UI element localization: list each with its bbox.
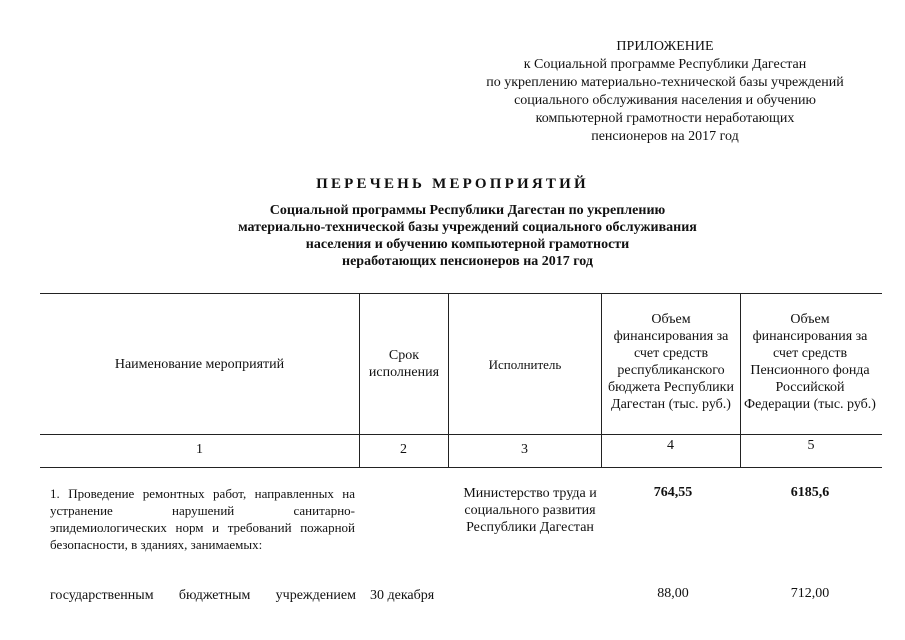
header-pension-fund: Объем финансирования за счет средств Пенсионного фонда Российской Федерации (тыс. руб.) bbox=[744, 312, 876, 412]
table-row-term: 30 декабря bbox=[370, 588, 435, 603]
subtitle-line: неработающих пенсионеров на 2017 год bbox=[342, 254, 593, 269]
appendix-line: к Социальной программе Республики Дагестан bbox=[523, 57, 807, 72]
column-number: 3 bbox=[521, 442, 528, 457]
table-header-divider bbox=[40, 434, 882, 435]
column-number: 2 bbox=[400, 442, 407, 457]
subtitle-line: Социальной программы Республики Дагестан по укреплению bbox=[269, 203, 666, 218]
appendix-line: пенсионеров на 2017 год bbox=[591, 129, 739, 144]
appendix-line: социального обслуживания населения и обучению bbox=[514, 93, 816, 108]
subtitle-line: материально-технической базы учреждений социального обслуживания bbox=[238, 220, 697, 235]
table-row-name: 1. Проведение ремонтных работ, направленных на устранение нарушений санитарно-эпидемиологических норм и требований пожарной безопасности, в зданиях, занимаемых: bbox=[50, 486, 355, 552]
header-executor: Исполнитель bbox=[488, 356, 562, 372]
table-row-republican-budget: 764,55 bbox=[653, 485, 693, 500]
table-row-name: государственным бюджетным учреждением bbox=[50, 588, 356, 603]
table-number-row-divider bbox=[40, 467, 882, 468]
table-row-executor: Министерство труда и социального развития Республики Дагестан bbox=[463, 486, 597, 535]
subtitle-line: населения и обучению компьютерной грамотности bbox=[305, 237, 630, 252]
column-number: 1 bbox=[196, 442, 203, 457]
column-number: 4 bbox=[667, 438, 674, 453]
document-subtitle bbox=[200, 202, 735, 270]
column-divider bbox=[359, 293, 360, 467]
appendix-line: по укреплению материально-технической базы учреждений bbox=[486, 75, 844, 90]
table-row-pension-fund: 712,00 bbox=[790, 586, 830, 601]
appendix-header bbox=[430, 38, 900, 146]
table-row-pension-fund: 6185,6 bbox=[790, 485, 830, 500]
document-title: ПЕРЕЧЕНЬ МЕРОПРИЯТИЙ bbox=[316, 176, 589, 192]
header-name: Наименование мероприятий bbox=[114, 356, 285, 372]
table-row-republican-budget: 88,00 bbox=[657, 586, 689, 601]
appendix-line: компьютерной грамотности неработающих bbox=[535, 111, 795, 126]
header-republican-budget: Объем финансирования за счет средств республиканского бюджета Республики Дагестан (тыс. руб.) bbox=[608, 312, 734, 412]
appendix-line: ПРИЛОЖЕНИЕ bbox=[616, 39, 714, 54]
column-number: 5 bbox=[807, 438, 815, 453]
header-term: Срок исполнения bbox=[368, 348, 440, 380]
